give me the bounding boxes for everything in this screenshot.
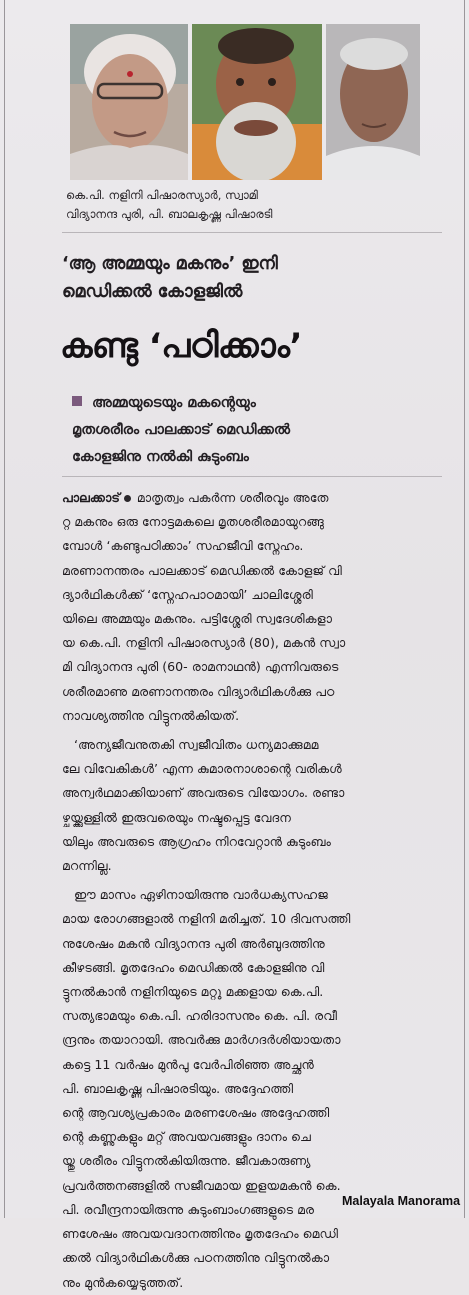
body-line: പി. ബാലകൃഷ്ണ പിഷാരടിയും. അദ്ദേഹത്തി <box>62 1080 294 1096</box>
body-line: ന്റെ കണ്ണുകളും മറ്റ് അവയവങ്ങളും ദാനം ചെ <box>62 1129 311 1145</box>
body-line: ശരീരമാണു മരണാനന്തരം വിദ്യാർഥികൾക്കു പഠ <box>62 683 335 699</box>
body-line: മി വിദ്യാനന്ദ പുരി (60- രാമനാഥൻ) എന്നിവരുടെ <box>62 659 339 675</box>
body-line: യിലെ അമ്മയും മകനും. പട്ടിശ്ശേരി സ്വദേശികളാ <box>62 611 332 627</box>
body-line: മറന്നില്ല. <box>62 858 112 874</box>
body-line: മരണാനന്തരം പാലക്കാട് മെഡിക്കൽ കോളജ് വി <box>62 562 342 578</box>
caption-line-2: വിദ്യാനന്ദ പുരി, പി. ബാലകൃഷ്ണ പിഷാരടി <box>66 207 273 221</box>
body-line: പാലക്കാട് മാതൃത്വം പകർന്ന ശരീരവും അതേ <box>62 490 329 505</box>
left-border <box>4 0 5 1218</box>
body-line: നാവശ്യത്തിനു വിട്ടുനൽകിയത്. <box>62 707 240 723</box>
body-line: ദ്യാർഥികൾക്ക് ‘സ്നേഹപാഠമായി’ ചാലിശ്ശേരി <box>62 586 313 602</box>
body-line: യ്തു ശരീരം വിട്ടുനൽകിയിരുന്നു. ജീവകാരുണ്യ <box>62 1153 311 1169</box>
body-line: ന്ദ്രനും തയാറായി. അവർക്കു മാർഗദർശിയായതാ <box>62 1032 341 1048</box>
body-line: കട്ടെ 11 വർഷം മുൻപു വേർപിരിഞ്ഞ അച്ഛൻ <box>62 1056 314 1072</box>
square-bullet-icon <box>72 396 82 406</box>
body-line: ഴ്ചയ്ക്കുള്ളിൽ ഇരുവരെയും നഷ്ടപ്പെട്ട വേദന <box>62 809 291 825</box>
body-line: നും മുൻകയ്യെടുത്തത്. <box>62 1274 184 1290</box>
kicker-line-1: ‘ആ അമ്മയും മകനും’ ഇനി <box>62 254 278 274</box>
dateline: പാലക്കാട് <box>62 490 120 505</box>
body-line: ണശേഷം അവയവദാനത്തിനും മൃതദേഹം മെഡി <box>62 1226 339 1242</box>
body-line: ട്ടുനൽകാൻ നളിനിയുടെ മറ്റു മക്കളായ കെ.പി. <box>62 984 324 1000</box>
subheadline <box>72 390 452 471</box>
body-line: പി. രവീന്ദ്രനായിരുന്നു കുടുംബാംഗങ്ങളുടെ മര <box>62 1201 315 1217</box>
bullet-dot-icon <box>124 495 131 502</box>
article-body <box>62 486 457 1295</box>
body-line: യ കെ.പി. നളിനി പിഷാരസ്യാർ (80), മകൻ സ്വാ <box>62 635 346 651</box>
body-line: യിലും അവരുടെ ആഗ്രഹം നിറവേറ്റാൻ കുടുംബം <box>62 833 331 849</box>
body-line: ഈ മാസം ഏഴിനായിരുന്നു വാർധക്യസഹജ <box>74 887 328 903</box>
body-line: അന്വർഥമാക്കിയാണ് അവരുടെ വിയോഗം. രണ്ടാ <box>62 785 345 801</box>
headline-kicker <box>62 250 452 306</box>
body-line: ലേ വിവേകികൾ’ എന്ന കുമാരനാശാന്റെ വരികൾ <box>62 761 342 777</box>
photo-balakrishna <box>326 24 420 180</box>
divider <box>62 476 442 477</box>
body-line: മ്പോൾ ‘കണ്ടുപഠിക്കാം’ സഹജീവി സ്നേഹം. <box>62 538 304 554</box>
caption-line-1: കെ.പി. നളിനി പിഷാരസ്യാർ, സ്വാമി <box>66 188 258 202</box>
kicker-line-2: മെഡിക്കൽ കോളജിൽ <box>62 282 243 302</box>
paragraph-3 <box>62 883 457 1294</box>
body-line: മായ രോഗങ്ങളാൽ നളിനി മരിച്ചത്. 10 ദിവസത്തി <box>62 911 351 927</box>
deck-line-3: കോളജിനു നൽകി കുടുംബം <box>72 449 249 465</box>
right-border <box>464 0 465 1218</box>
deck-line-2: മൃതശരീരം പാലക്കാട് മെഡിക്കൽ <box>72 422 291 438</box>
body-line: നുശേഷം മകൻ വിദ്യാനന്ദ പുരി അർബുദത്തിനു <box>62 935 325 951</box>
photo-nalini <box>70 24 188 180</box>
body-line: കീഴടങ്ങി. മൃതദേഹം മെഡിക്കൽ കോളജിനു വി <box>62 959 325 975</box>
body-line: പ്രവർത്തനങ്ങളിൽ സജീവമായ ഇളയമകൻ കെ. <box>62 1177 341 1193</box>
body-line: റ്റ മകനും ഒരു നോട്ടമകലെ മൃതശരീരമായുറങ്ങു <box>62 514 324 530</box>
deck-line-1: അമ്മയുടെയും മകന്റെയും <box>92 395 256 411</box>
body-line: സത്യഭാമയും കെ.പി. ഹരിദാസനും കെ. പി. രവീ <box>62 1008 337 1024</box>
body-line: ക്കൽ വിദ്യാർഥികൾക്കു പഠനത്തിനു വിട്ടുനൽകാ <box>62 1250 330 1266</box>
paragraph-2 <box>62 733 457 878</box>
photo-caption <box>66 186 426 224</box>
divider <box>62 232 442 233</box>
source-credit: Malayala Manorama <box>342 1194 461 1208</box>
paragraph-1 <box>62 486 457 728</box>
body-line: ‘അന്യജീവനുതകി സ്വജീവിതം ധന്യമാക്കുമമ <box>74 737 319 753</box>
headline: കണ്ടു ‘പഠിക്കാം’ <box>60 326 302 366</box>
body-line: ന്റെ ആവശ്യപ്രകാരം മരണശേഷം അദ്ദേഹത്തി <box>62 1105 330 1121</box>
photo-vidyananda <box>192 24 322 180</box>
